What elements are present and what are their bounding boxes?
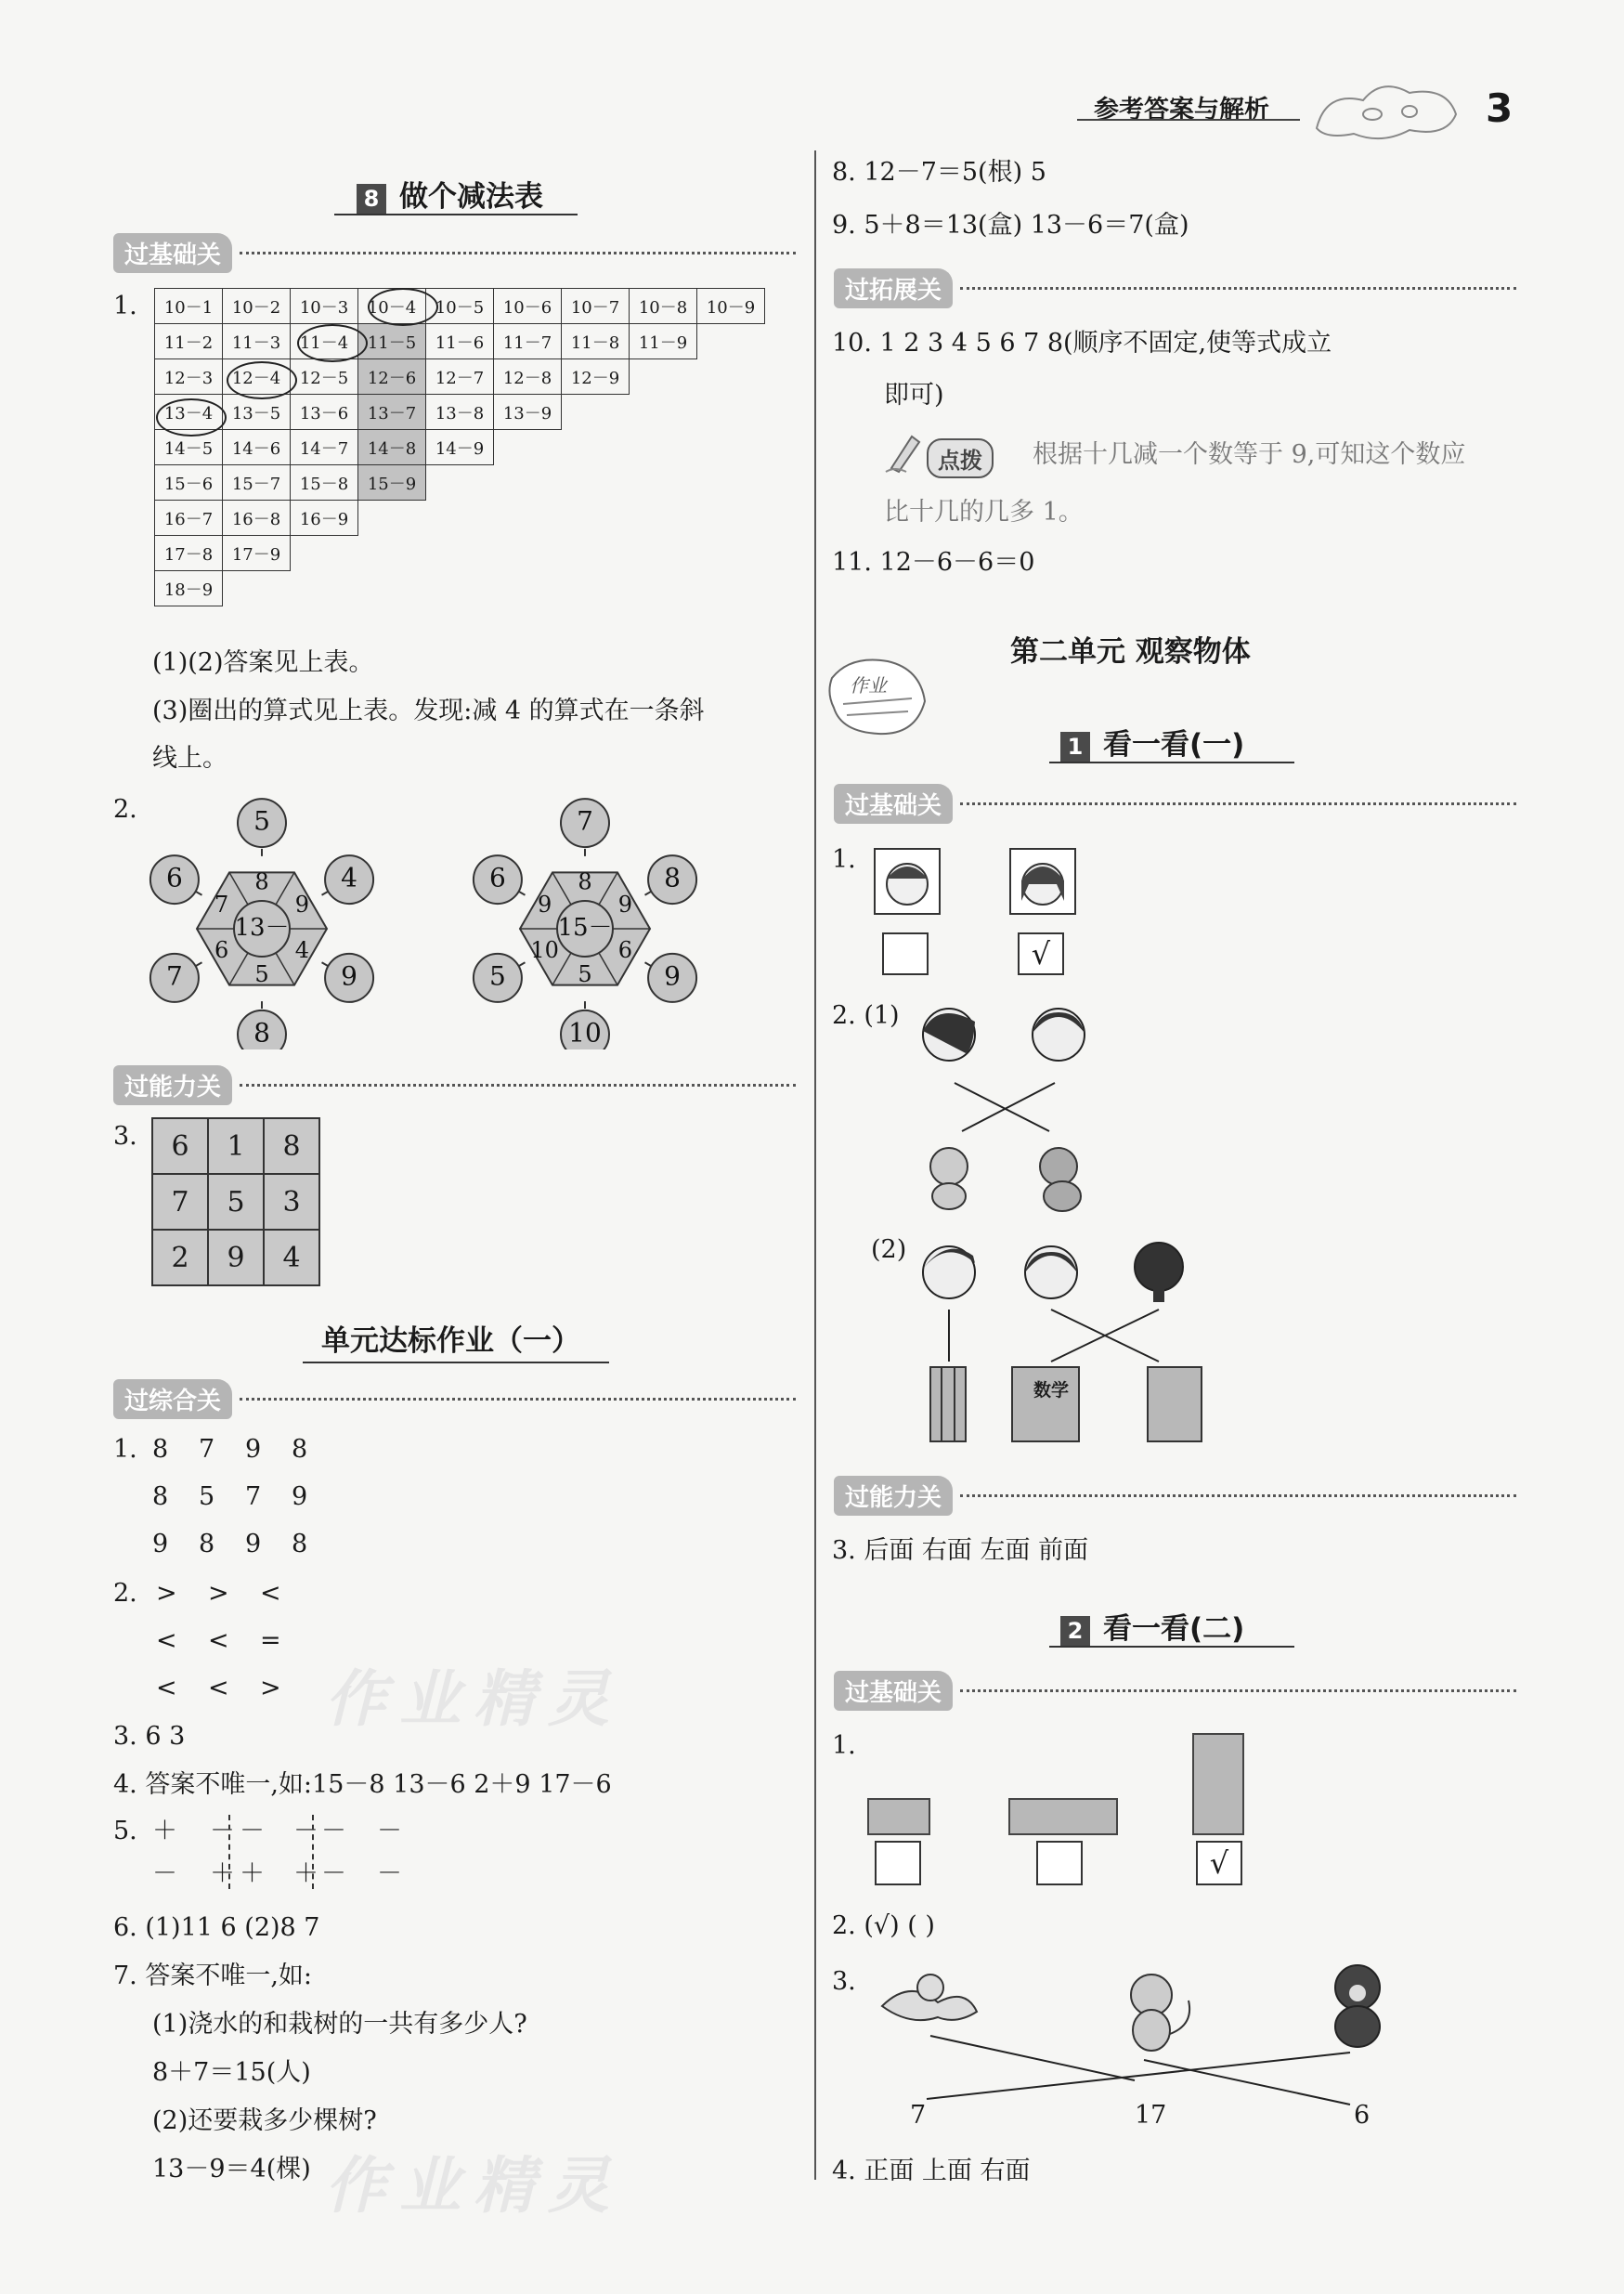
b3-label: 7 xyxy=(910,2101,927,2130)
lesson-badge: 2 xyxy=(1060,1616,1090,1646)
stage-label: 过基础关 xyxy=(113,233,232,273)
table-cell: 15－9 xyxy=(358,465,426,501)
answer-box xyxy=(882,932,929,975)
table-empty xyxy=(494,465,562,501)
column-divider xyxy=(814,150,816,2180)
outer-number: 7 xyxy=(577,805,593,837)
section-title-text: 做个减法表 xyxy=(399,180,543,214)
stage-basic xyxy=(113,234,796,271)
outer-number: 5 xyxy=(253,805,270,837)
u5-sign: － xyxy=(152,1859,177,1888)
unit-test-title: 单元达标作业（一） xyxy=(321,1324,580,1358)
magic-cell: 9 xyxy=(208,1230,264,1285)
section-underline xyxy=(303,1362,609,1363)
table-empty xyxy=(697,465,765,501)
table-cell: 10－6 xyxy=(494,289,562,324)
u5-sign: － xyxy=(321,1817,346,1845)
question-number: 2. xyxy=(113,1579,137,1608)
u7-line: 7. 答案不唯一,如: xyxy=(113,1962,313,1990)
table-cell: 16－7 xyxy=(155,501,223,536)
a2-part2-matching xyxy=(910,1235,1216,1449)
magic-cell: 5 xyxy=(208,1174,264,1230)
table-cell: 13－5 xyxy=(223,395,291,430)
u5-sign: － xyxy=(377,1817,402,1845)
hexagon-inner-number: 8 xyxy=(254,868,269,895)
u1_rows-cell: 8 xyxy=(152,1435,169,1464)
table-cell: 13－6 xyxy=(291,395,358,430)
u5-sign: ＋ xyxy=(210,1859,235,1888)
table-empty xyxy=(494,571,562,606)
book-spine-icon xyxy=(930,1367,966,1441)
match-line xyxy=(962,1083,1055,1131)
u2_rows-cell: < xyxy=(208,1674,229,1702)
answer-box-checked: √ xyxy=(1196,1841,1242,1885)
u1_rows-cell: 7 xyxy=(245,1482,262,1511)
r10-answer: 10. 1 2 3 4 5 6 7 8(顺序不固定,使等式成立 xyxy=(832,329,1332,358)
u1_rows-cell: 7 xyxy=(199,1435,215,1464)
bear-front-icon xyxy=(930,1148,968,1185)
table-cell: 13－4 xyxy=(155,395,223,430)
u2_rows-cell: > xyxy=(156,1579,177,1608)
table-cell: 12－3 xyxy=(155,359,223,395)
table-empty xyxy=(630,395,697,430)
hexagon-link xyxy=(645,892,652,895)
circle-mark xyxy=(368,288,438,326)
stage-label: 过能力关 xyxy=(113,1065,232,1105)
table-empty xyxy=(291,536,358,571)
match-line xyxy=(927,2053,1350,2099)
magic-cell: 1 xyxy=(208,1118,264,1174)
u1_rows-cell: 9 xyxy=(245,1435,262,1464)
table-empty xyxy=(697,359,765,395)
table-cell: 11－2 xyxy=(155,324,223,359)
outer-number: 7 xyxy=(166,960,183,992)
subtraction-table xyxy=(154,288,765,606)
table-empty xyxy=(494,501,562,536)
table-cell: 10－5 xyxy=(426,289,494,324)
hexagon-inner-number: 4 xyxy=(294,937,310,963)
u2_rows-cell: > xyxy=(208,1579,229,1608)
u5-sign: － xyxy=(210,1817,235,1845)
magic-cell: 3 xyxy=(264,1174,319,1230)
hexagon-link xyxy=(196,962,202,966)
table-cell: 12－6 xyxy=(358,359,426,395)
table-cell: 11－9 xyxy=(630,324,697,359)
u2_rows-cell: > xyxy=(260,1674,281,1702)
hexagon-link xyxy=(322,892,329,895)
table-empty xyxy=(562,395,630,430)
table-empty xyxy=(562,465,630,501)
magic-cell: 7 xyxy=(152,1174,208,1230)
u1_rows-cell: 9 xyxy=(152,1530,169,1558)
answer-box xyxy=(1036,1841,1083,1885)
lesson-title-text: 看一看(二) xyxy=(1103,1612,1245,1646)
outer-number: 5 xyxy=(489,960,506,992)
table-empty xyxy=(426,571,494,606)
u6-answer: 6. (1)11 6 (2)8 7 xyxy=(113,1913,320,1942)
table-empty xyxy=(562,571,630,606)
outer-number: 8 xyxy=(253,1017,270,1049)
table-cell: 14－9 xyxy=(426,430,494,465)
question-number: 1. xyxy=(113,292,137,320)
view-shape xyxy=(1192,1733,1244,1835)
hexagon-inner-number: 6 xyxy=(214,937,229,963)
u7-line: 8＋7＝15(人) xyxy=(152,2058,311,2087)
table-cell: 10－3 xyxy=(291,289,358,324)
answer-box-checked: √ xyxy=(1018,932,1064,975)
view-shape xyxy=(1008,1798,1118,1835)
table-empty xyxy=(697,430,765,465)
table-cell: 10－7 xyxy=(562,289,630,324)
table-cell: 17－8 xyxy=(155,536,223,571)
lesson2-title xyxy=(1060,1605,1244,1647)
u5-sign: － xyxy=(293,1817,318,1845)
r10-answer-cont: 即可) xyxy=(884,381,944,410)
question-number: 2. xyxy=(113,795,137,824)
question-number: 1. xyxy=(832,845,856,874)
table-cell: 12－8 xyxy=(494,359,562,395)
q1-answer-3b: 线上。 xyxy=(152,744,227,773)
watermark: 作业精灵 xyxy=(325,1663,622,1735)
section-underline xyxy=(334,214,578,215)
hexagon-inner-number: 7 xyxy=(214,892,229,918)
a2-part1-matching xyxy=(910,994,1114,1217)
magic-cell: 2 xyxy=(152,1230,208,1285)
hexagon-link xyxy=(196,892,202,895)
circle-mark xyxy=(227,361,297,399)
lesson1-title xyxy=(1060,721,1244,762)
outer-number: 10 xyxy=(568,1017,602,1049)
outer-number: 4 xyxy=(341,862,357,893)
book-label: 数学 xyxy=(1033,1380,1070,1401)
pencil-icon xyxy=(884,429,923,476)
header-rule xyxy=(1077,119,1300,121)
u1_rows-cell: 8 xyxy=(199,1530,215,1558)
u5-sign: － xyxy=(240,1817,265,1845)
r9-answer: 9. 5＋8＝13(盒) 13－6＝7(盒) xyxy=(832,211,1189,240)
hexagon-diagrams xyxy=(139,789,734,1049)
u2_rows-cell: < xyxy=(156,1674,177,1702)
table-cell: 11－5 xyxy=(358,324,426,359)
match-line xyxy=(955,1083,1049,1131)
table-cell: 10－9 xyxy=(697,289,765,324)
hexagon-inner-number: 5 xyxy=(578,960,592,987)
table-cell: 11－7 xyxy=(494,324,562,359)
answer-box xyxy=(875,1841,921,1885)
table-empty xyxy=(697,501,765,536)
u2_rows-cell: < xyxy=(156,1626,177,1655)
tip-badge: 点拨 xyxy=(927,438,994,478)
table-cell: 15－6 xyxy=(155,465,223,501)
table-cell: 11－8 xyxy=(562,324,630,359)
table-empty xyxy=(630,465,697,501)
table-cell: 10－2 xyxy=(223,289,291,324)
stage-basic-right xyxy=(834,785,1516,822)
table-empty xyxy=(358,501,426,536)
hexagon-link xyxy=(519,962,526,966)
watermark: 作业精灵 xyxy=(325,2150,622,2222)
dashed-divider xyxy=(228,1815,230,1889)
table-cell: 12－5 xyxy=(291,359,358,395)
hexagon-inner-number: 9 xyxy=(617,892,633,918)
table-empty xyxy=(697,571,765,606)
stage-ability xyxy=(113,1066,796,1103)
header-title: 参考答案与解析 xyxy=(1094,96,1269,124)
outer-number: 6 xyxy=(166,862,183,893)
outer-number: 9 xyxy=(341,960,357,992)
table-cell: 14－8 xyxy=(358,430,426,465)
table-cell: 10－8 xyxy=(630,289,697,324)
hexagon-center-label: 15－ xyxy=(557,914,613,942)
u2_rows-cell: = xyxy=(260,1626,281,1655)
table-empty xyxy=(562,430,630,465)
table-cell: 11－6 xyxy=(426,324,494,359)
table-empty xyxy=(630,571,697,606)
tip-text-cont: 比十几的几多 1。 xyxy=(884,498,1084,527)
u5-sign: ＋ xyxy=(240,1859,265,1888)
cloud-decoration-icon xyxy=(1307,72,1465,147)
lesson-title-text: 看一看(一) xyxy=(1103,728,1245,762)
stage-comprehensive xyxy=(113,1380,796,1417)
u7-line: 13－9＝4(棵) xyxy=(152,2155,311,2183)
hexagon-inner-number: 6 xyxy=(617,937,633,963)
r8-answer: 8. 12－7＝5(根) 5 xyxy=(832,158,1046,187)
hexagon-center-label: 13－ xyxy=(234,914,290,942)
question-number: 3. xyxy=(832,1967,856,1996)
outer-number: 9 xyxy=(664,960,681,992)
question-number: 5. xyxy=(113,1817,137,1845)
u1_rows-cell: 8 xyxy=(152,1482,169,1511)
u3-answer: 3. 6 3 xyxy=(113,1722,186,1751)
stage-expand xyxy=(834,269,1516,306)
table-empty xyxy=(630,359,697,395)
q1-answer-3a: (3)圈出的算式见上表。发现:减 4 的算式在一条斜 xyxy=(152,697,705,725)
table-cell: 15－7 xyxy=(223,465,291,501)
u1_rows-cell: 9 xyxy=(292,1482,308,1511)
u5-sign: ＋ xyxy=(293,1859,318,1888)
u2_rows-cell: < xyxy=(208,1626,229,1655)
table-cell: 11－4 xyxy=(291,324,358,359)
table-empty xyxy=(697,536,765,571)
magic-square xyxy=(151,1117,320,1286)
u5-sign: － xyxy=(321,1859,346,1888)
book-back-icon xyxy=(1148,1367,1202,1441)
table-empty xyxy=(426,501,494,536)
question-number: 3. xyxy=(113,1122,137,1151)
stage-label: 过基础关 xyxy=(834,1671,953,1711)
table-cell: 13－9 xyxy=(494,395,562,430)
u1_rows-cell: 8 xyxy=(292,1530,308,1558)
u1_rows-cell: 5 xyxy=(199,1482,215,1511)
section-underline xyxy=(1049,1646,1294,1648)
b3-matching xyxy=(873,1960,1393,2136)
stage-ability-right xyxy=(834,1477,1516,1514)
lesson-badge: 1 xyxy=(1060,732,1090,762)
unit2-title: 第二单元 观察物体 xyxy=(1010,635,1251,669)
table-empty xyxy=(223,571,291,606)
stage-label: 过综合关 xyxy=(113,1379,232,1419)
u7-line: (1)浇水的和栽树的一共有多少人? xyxy=(152,2010,527,2039)
u5-sign: － xyxy=(377,1859,402,1888)
table-cell: 13－8 xyxy=(426,395,494,430)
hexagon-inner-number: 5 xyxy=(254,960,269,987)
hexagon-inner-number: 9 xyxy=(294,892,310,918)
table-empty xyxy=(358,571,426,606)
table-empty xyxy=(426,536,494,571)
question-number: (2) xyxy=(871,1235,907,1264)
b2-answer: 2. (√) ( ) xyxy=(832,1911,935,1940)
table-cell: 12－9 xyxy=(562,359,630,395)
table-cell: 14－7 xyxy=(291,430,358,465)
stage-label: 过基础关 xyxy=(834,784,953,824)
u7-line: (2)还要栽多少棵树? xyxy=(152,2106,377,2135)
b4-answer: 4. 正面 上面 右面 xyxy=(832,2157,1031,2185)
stage-label: 过拓展关 xyxy=(834,268,953,308)
u2_rows-cell: < xyxy=(260,1579,281,1608)
table-cell: 11－3 xyxy=(223,324,291,359)
section-badge: 8 xyxy=(357,184,386,214)
bear-back-icon xyxy=(1040,1148,1077,1185)
match-line xyxy=(1144,2060,1350,2105)
stamp-text: 作业 xyxy=(850,674,887,697)
table-cell: 16－9 xyxy=(291,501,358,536)
hexagon-link xyxy=(519,892,526,895)
table-empty xyxy=(697,395,765,430)
b3-label: 17 xyxy=(1135,2101,1167,2130)
q1-answer-1: (1)(2)答案见上表。 xyxy=(152,648,374,677)
circle-mark xyxy=(156,398,227,437)
section-title-8 xyxy=(357,173,543,215)
table-empty xyxy=(562,501,630,536)
table-cell: 17－9 xyxy=(223,536,291,571)
magic-cell: 8 xyxy=(264,1118,319,1174)
table-empty xyxy=(562,536,630,571)
table-empty xyxy=(426,465,494,501)
table-cell: 14－5 xyxy=(155,430,223,465)
table-empty xyxy=(358,536,426,571)
section-underline xyxy=(1049,762,1294,763)
hexagon-link xyxy=(645,962,652,966)
table-empty xyxy=(697,324,765,359)
table-cell: 10－4 xyxy=(358,289,426,324)
dashed-divider xyxy=(312,1815,314,1889)
page-number: 3 xyxy=(1486,85,1514,131)
a3-answer: 3. 后面 右面 左面 前面 xyxy=(832,1536,1089,1565)
hexagon-inner-number: 8 xyxy=(578,868,592,895)
hexagon-link xyxy=(322,962,329,966)
u1_rows-cell: 8 xyxy=(292,1435,308,1464)
table-cell: 15－8 xyxy=(291,465,358,501)
u4-answer: 4. 答案不唯一,如:15－8 13－6 2＋9 17－6 xyxy=(113,1770,612,1799)
hexagon-inner-number: 9 xyxy=(537,892,552,918)
magic-cell: 6 xyxy=(152,1118,208,1174)
outer-number: 6 xyxy=(489,862,506,893)
hexagon-inner-number: 10 xyxy=(530,937,559,963)
table-cell: 18－9 xyxy=(155,571,223,606)
table-empty xyxy=(494,430,562,465)
outer-number: 8 xyxy=(664,862,681,893)
table-empty xyxy=(494,536,562,571)
u5-sign: ＋ xyxy=(152,1817,177,1845)
table-empty xyxy=(291,571,358,606)
r11-answer: 11. 12－6－6＝0 xyxy=(832,548,1035,577)
table-empty xyxy=(630,501,697,536)
question-number: 2. (1) xyxy=(832,1001,900,1030)
u1_rows-cell: 9 xyxy=(245,1530,262,1558)
table-cell: 10－1 xyxy=(155,289,223,324)
table-cell: 12－4 xyxy=(223,359,291,395)
view-shape xyxy=(867,1798,930,1835)
table-empty xyxy=(630,536,697,571)
circle-mark xyxy=(297,324,368,362)
question-number: 1. xyxy=(113,1435,137,1464)
tip-text: 根据十几减一个数等于 9,可知这个数应 xyxy=(1033,440,1466,469)
head-back-icon xyxy=(1135,1243,1183,1291)
table-cell: 13－7 xyxy=(358,395,426,430)
table-cell: 16－8 xyxy=(223,501,291,536)
match-line xyxy=(930,2036,1135,2080)
stage-label: 过能力关 xyxy=(834,1476,953,1516)
question-number: 1. xyxy=(832,1731,856,1760)
table-empty xyxy=(630,430,697,465)
table-cell: 14－6 xyxy=(223,430,291,465)
b3-label: 6 xyxy=(1354,2101,1371,2130)
stage-basic-right-2 xyxy=(834,1672,1516,1709)
table-cell: 12－7 xyxy=(426,359,494,395)
magic-cell: 4 xyxy=(264,1230,319,1285)
